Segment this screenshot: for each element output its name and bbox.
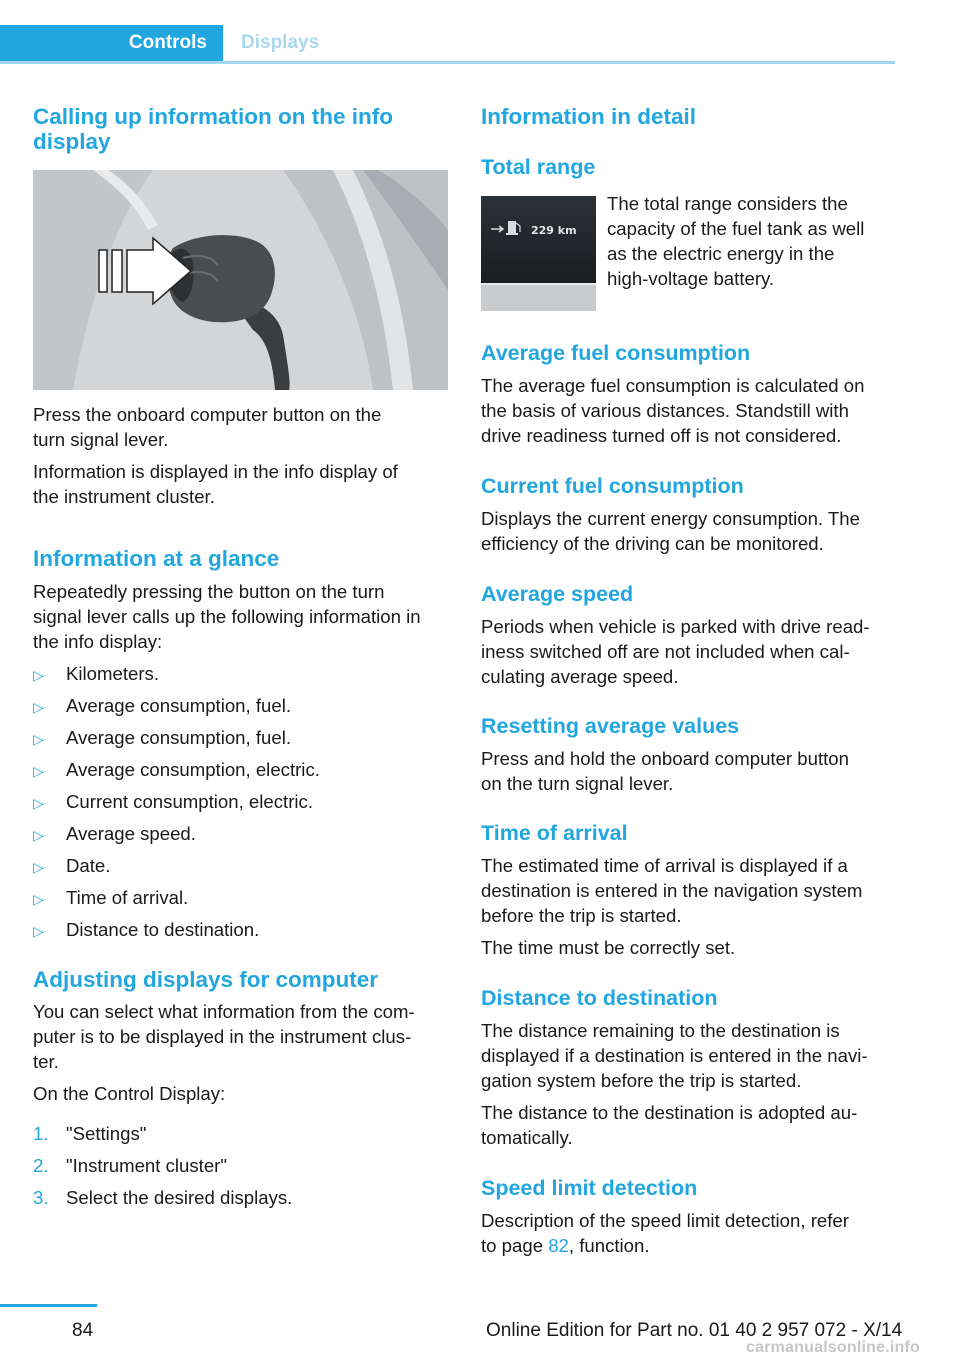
page-82-link[interactable]: 82 — [548, 1235, 569, 1256]
watermark-text: carmanualsonline.info — [746, 1339, 921, 1356]
select-info-text-1: You can select what information from the com- — [33, 1001, 415, 1022]
tab-controls[interactable]: Controls — [0, 25, 223, 61]
speed-limit-text-1: Description of the speed limit detection, refer — [481, 1210, 849, 1231]
total-range-text-2: capacity of the fuel tank as well — [607, 218, 865, 239]
reset-text-1: Press and hold the onboard computer button — [481, 748, 849, 769]
turn-signal-lever-illustration — [33, 170, 448, 390]
speed-limit-text-post: , function. — [568, 1235, 650, 1256]
heading-average-fuel-consumption: Average fuel consumption — [481, 341, 751, 365]
heading-info-at-a-glance: Information at a glance — [33, 546, 280, 571]
range-reading: 229 km — [531, 224, 577, 237]
speed-limit-text-2 — [481, 1233, 650, 1259]
section-tabs — [0, 25, 895, 64]
range-display-illustration — [481, 196, 596, 311]
heading-info-in-detail: Information in detail — [481, 104, 697, 129]
repeatedly-pressing-text-3: the info display: — [33, 631, 163, 652]
info-display-text-2: the instrument cluster. — [33, 486, 215, 507]
footer-rule — [0, 1304, 97, 1307]
avg-fuel-text-1: The average fuel consumption is calculated on — [481, 375, 865, 396]
distance-text-1: The distance remaining to the destination is — [481, 1020, 840, 1041]
distance-text-3: gation system before the trip is started. — [481, 1070, 802, 1091]
heading-average-speed: Average speed — [481, 582, 634, 606]
page-number: 84 — [72, 1320, 94, 1341]
heading-speed-limit-detection: Speed limit detection — [481, 1176, 698, 1200]
control-display-text: On the Control Display: — [33, 1083, 226, 1104]
press-button-text-2: turn signal lever. — [33, 429, 169, 450]
repeatedly-pressing-text-2: signal lever calls up the following information in — [33, 606, 421, 627]
range-display-image — [481, 196, 596, 311]
heading-distance-to-destination: Distance to destination — [481, 986, 718, 1010]
distance-text-2: displayed if a destination is entered in the navi- — [481, 1045, 868, 1066]
total-range-text-3: as the electric energy in the — [607, 243, 835, 264]
select-info-text-2: puter is to be displayed in the instrument clus- — [33, 1026, 412, 1047]
arrival-text-4: The time must be correctly set. — [481, 937, 736, 958]
info-display-text-1: Information is displayed in the info display of — [33, 461, 398, 482]
speed-limit-text-pre: to page — [481, 1235, 549, 1256]
avg-speed-text-3: culating average speed. — [481, 666, 679, 687]
total-range-text-1: The total range considers the — [607, 193, 848, 214]
reset-text-2: on the turn signal lever. — [481, 773, 674, 794]
avg-fuel-text-2: the basis of various distances. Standstill with — [481, 400, 849, 421]
avg-fuel-text-3: drive readiness turned off is not considered. — [481, 425, 842, 446]
avg-speed-text-2: iness switched off are not included when cal- — [481, 641, 850, 662]
heading-time-of-arrival: Time of arrival — [481, 821, 628, 845]
tab-displays[interactable]: Displays — [241, 32, 320, 53]
select-info-text-3: ter. — [33, 1051, 59, 1072]
repeatedly-pressing-text-1: Repeatedly pressing the button on the turn — [33, 581, 385, 602]
heading-resetting-average-values: Resetting average values — [481, 714, 740, 738]
heading-calling-up-info: Calling up information on the info display — [33, 104, 393, 154]
heading-total-range: Total range — [481, 155, 596, 179]
edition-text: Online Edition for Part no. 01 40 2 957 072 - X/14 — [486, 1320, 903, 1341]
arrival-text-1: The estimated time of arrival is displayed if a — [481, 855, 848, 876]
distance-text-5: tomatically. — [481, 1127, 573, 1148]
total-range-text-4: high-voltage battery. — [607, 268, 775, 289]
avg-speed-text-1: Periods when vehicle is parked with drive read- — [481, 616, 870, 637]
arrival-text-3: before the trip is started. — [481, 905, 682, 926]
turn-signal-lever-photo — [33, 170, 448, 390]
heading-adjusting-displays: Adjusting displays for computer — [33, 967, 379, 992]
cur-fuel-text-1: Displays the current energy consumption. The — [481, 508, 860, 529]
heading-current-fuel-consumption: Current fuel consumption — [481, 474, 744, 498]
press-button-text-1: Press the onboard computer button on the — [33, 404, 382, 425]
cur-fuel-text-2: efficiency of the driving can be monitored. — [481, 533, 824, 554]
arrival-text-2: destination is entered in the navigation system — [481, 880, 863, 901]
distance-text-4: The distance to the destination is adopted au- — [481, 1102, 858, 1123]
